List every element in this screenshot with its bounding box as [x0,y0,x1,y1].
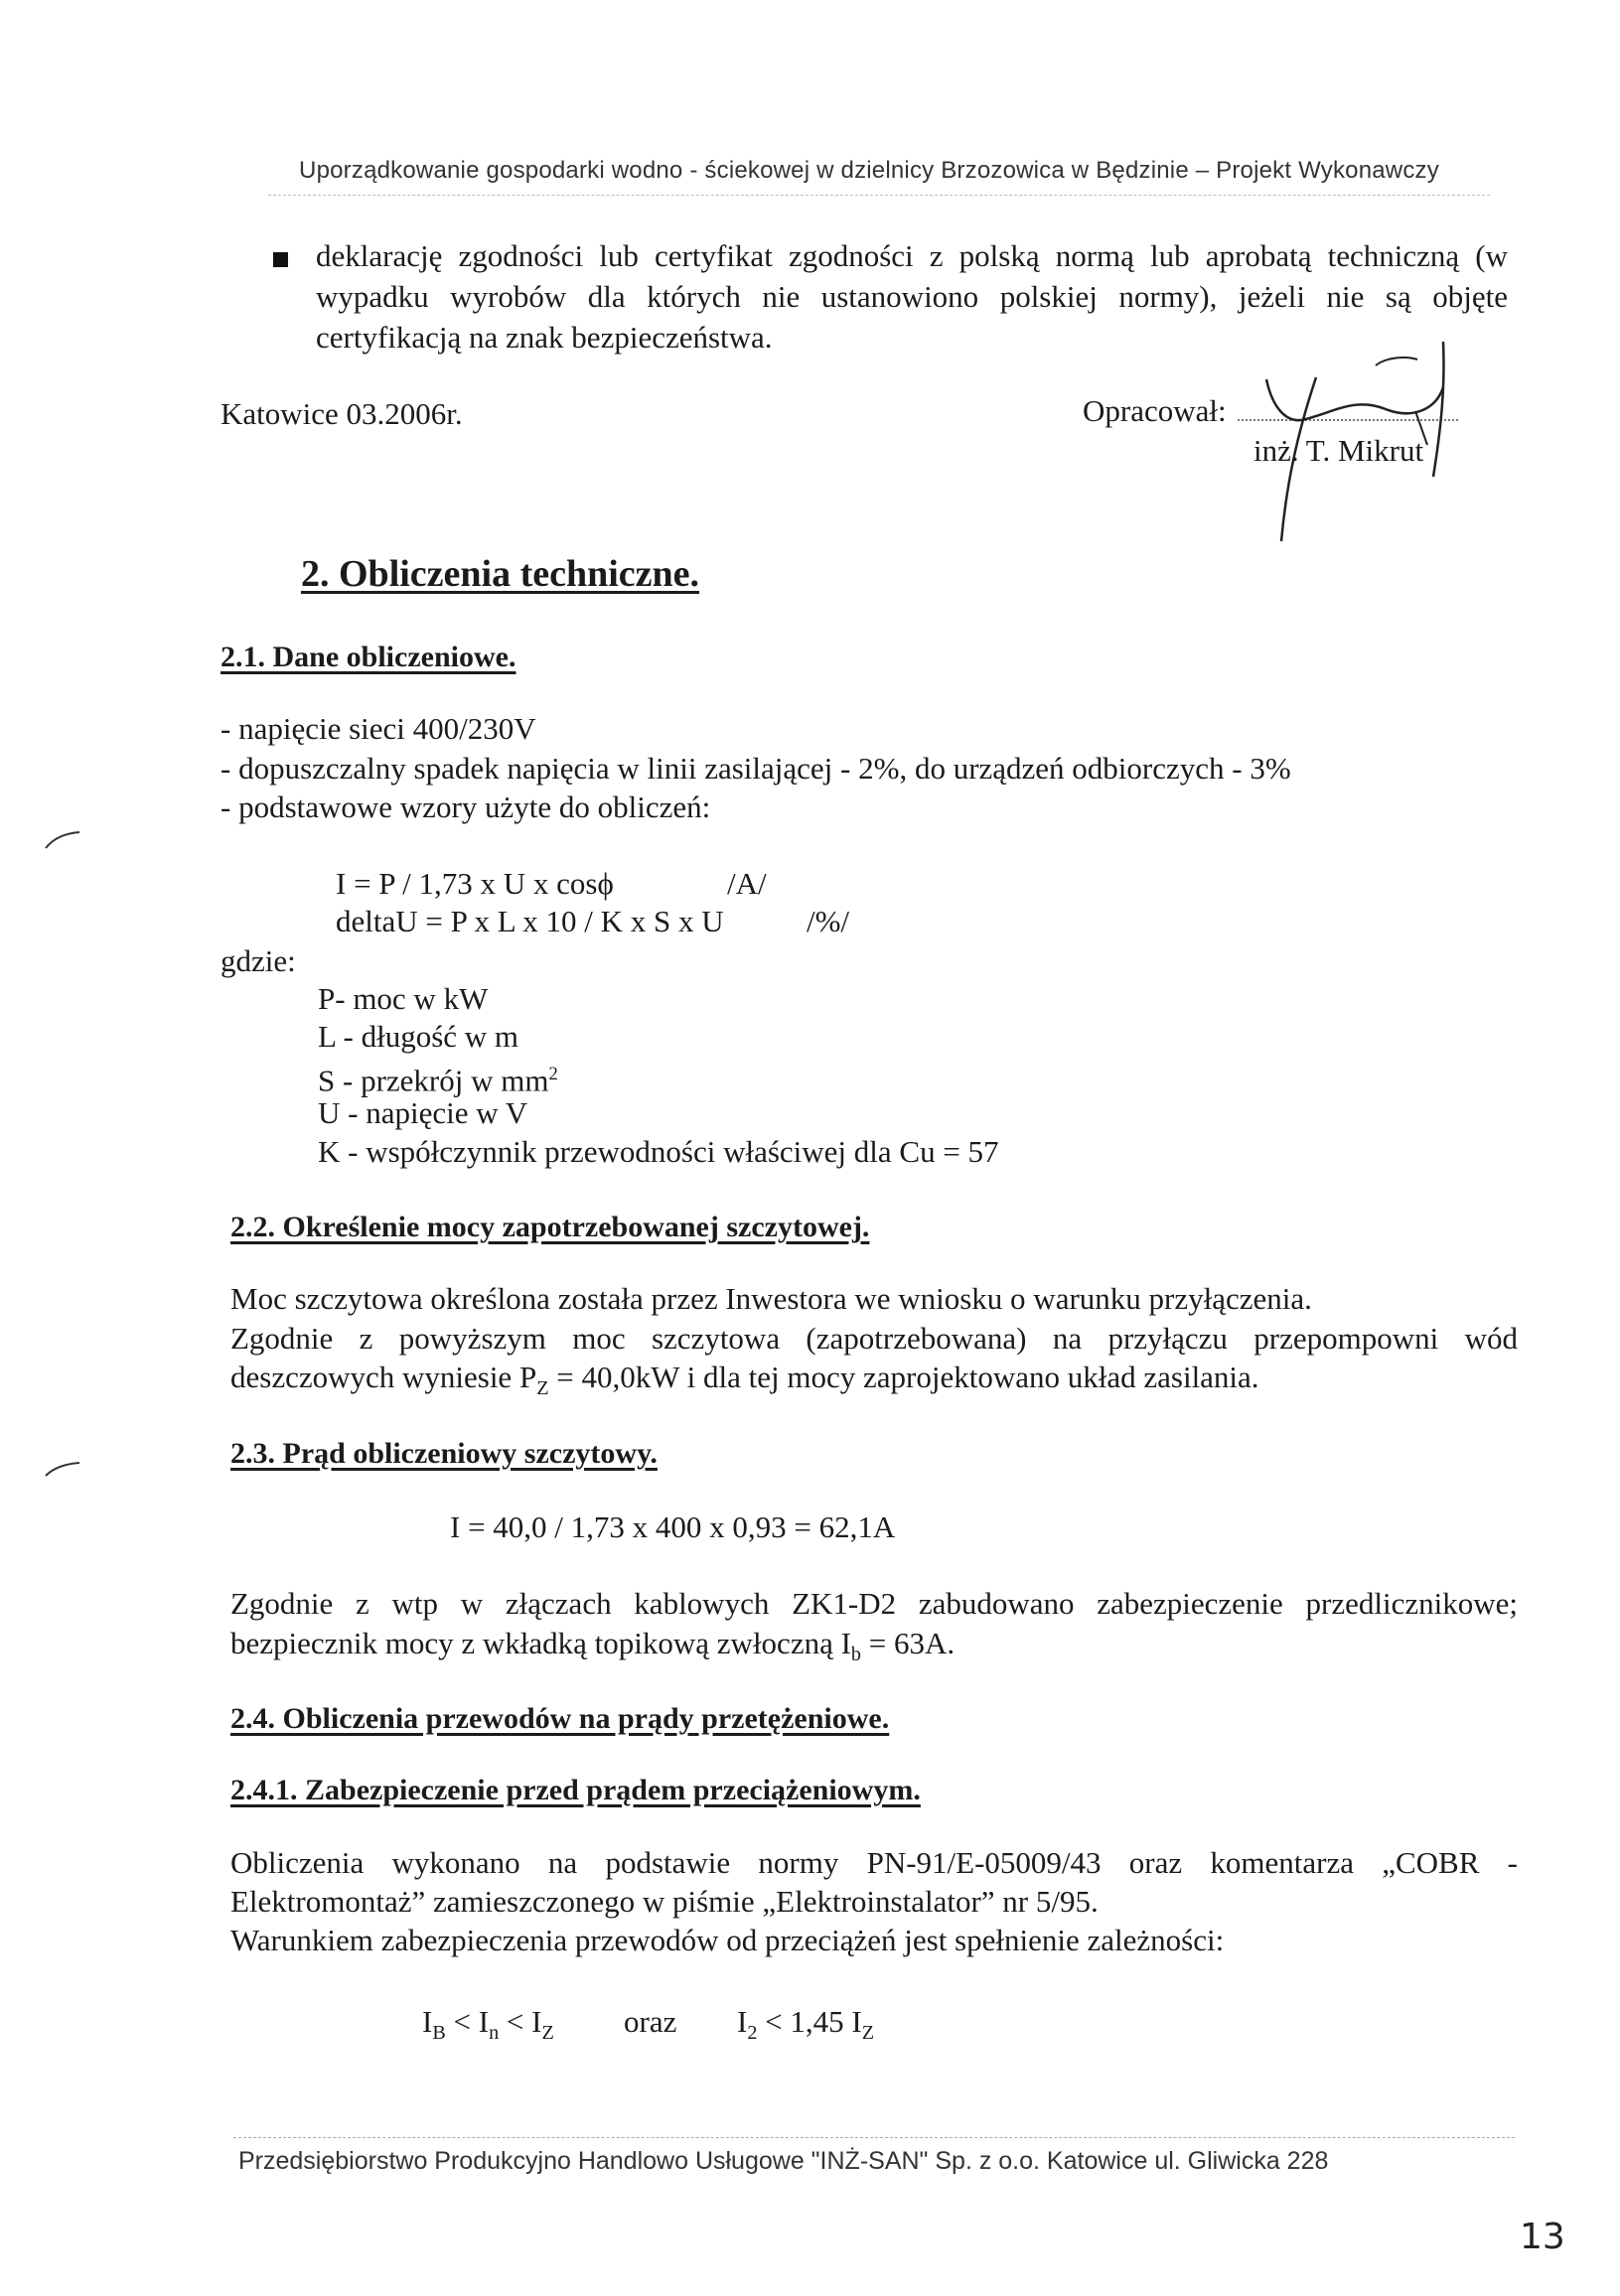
data-item-2: - dopuszczalny spadek napięcia w linii zasilającej - 2%, do urządzeń odbiorczych - 3% [221,751,1291,786]
legend-l: L - długość w m [318,1019,519,1054]
formula-current-unit: /A/ [727,866,767,901]
handwritten-signature [1247,328,1475,546]
legend-u: U - napięcie w V [318,1095,528,1130]
legend-k: K - współczynnik przewodności właściwej dla Cu = 57 [318,1134,999,1169]
s23-line-1: Zgodnie z wtp w złączach kablowych ZK1-D2 zabudowano zabezpieczenie przedlicznikowe; [230,1586,1518,1621]
margin-mark-icon [44,1458,83,1482]
intro-bullet-line-1: deklarację zgodności lub certyfikat zgodności z polską normą lub aprobatą techniczną (w [316,238,1508,273]
legend-s: S - przekrój w $mm^2$ [318,1063,558,1098]
section-2-title: 2. Obliczenia techniczne. [301,553,700,595]
formula-current: I = P / 1,73 x U x cosϕ [336,866,614,901]
s22-line-1: Moc szczytowa określona została przez Inwestora we wniosku o warunku przyłączenia. [230,1281,1312,1316]
s22-line-2: Zgodnie z powyższym moc szczytowa (zapotrzebowana) na przyłączu przepompowni wód [230,1321,1518,1356]
page-header: Uporządkowanie gospodarki wodno - ściekowej w dzielnicy Brzozowica w Będzinie – Projekt Wykonawczy [299,157,1439,184]
condition-inequality-2: $I_2 < 1,45$ $I_Z$ [737,2004,875,2045]
header-divider [268,195,1490,196]
intro-bullet-line-3: certyfikacją na znak bezpieczeństwa. [316,320,773,355]
margin-mark-icon [44,828,83,852]
formula-voltage-drop: deltaU = P x L x 10 / K x S x U [336,904,724,938]
s23-line-2: bezpiecznik mocy z wkładką topikową zwłoczną $I_b = 63A$. [230,1626,956,1666]
section-2-3-title: 2.3. Prąd obliczeniowy szczytowy. [230,1437,658,1470]
page-footer: Przedsiębiorstwo Produkcyjno Handlowo Usługowe "INŻ-SAN" Sp. z o.o. Katowice ul. Gliwicka 228 [238,2147,1329,2175]
section-2-4-1-title: 2.4.1. Zabezpieczenie przed prądem przeciążeniowym. [230,1774,921,1806]
intro-bullet-line-2: wypadku wyrobów dla których nie ustanowiono polskiej normy), jeżeli nie są objęte [316,279,1508,314]
s22-line-3: deszczowych wyniesie $P_Z = 40,0kW$ i dla tej mocy zaprojektowano układ zasilania. [230,1360,1259,1400]
condition-and: oraz [624,2004,677,2039]
data-item-3: - podstawowe wzory użyte do obliczeń: [221,789,711,824]
formula-voltage-drop-unit: /%/ [807,904,850,938]
section-2-2-title: 2.2. Określenie mocy zapotrzebowanej szczytowej. [230,1211,870,1243]
section-2-4-title: 2.4. Obliczenia przewodów na prądy przetężeniowe. [230,1702,890,1735]
footer-divider [233,2137,1515,2138]
section-2-1-title: 2.1. Dane obliczeniowe. [221,641,516,673]
legend-p: P- moc w kW [318,981,489,1016]
page-number: 13 [1520,2217,1565,2257]
where-label: gdzie: [221,943,296,978]
condition-inequality-1: $I_B < I_n < I_Z$ [422,2004,554,2045]
bullet-square-icon [273,252,288,267]
s241-line-1: Obliczenia wykonano na podstawie normy PN-91/E-05009/43 oraz komentarza „COBR - [230,1845,1518,1880]
s241-line-2: Elektromontaż” zamieszczonego w piśmie „Elektroinstalator” nr 5/95. [230,1884,1099,1919]
data-item-1: - napięcie sieci 400/230V [221,711,536,746]
place-date: Katowice 03.2006r. [221,396,463,431]
prepared-by-label: Opracował: [1083,393,1227,428]
current-calculation: I = 40,0 / 1,73 x 400 x 0,93 = 62,1A [450,1509,896,1544]
prepared-by-name: inż. T. Mikrut [1253,433,1424,468]
s241-line-3: Warunkiem zabezpieczenia przewodów od przeciążeń jest spełnienie zależności: [230,1923,1225,1957]
